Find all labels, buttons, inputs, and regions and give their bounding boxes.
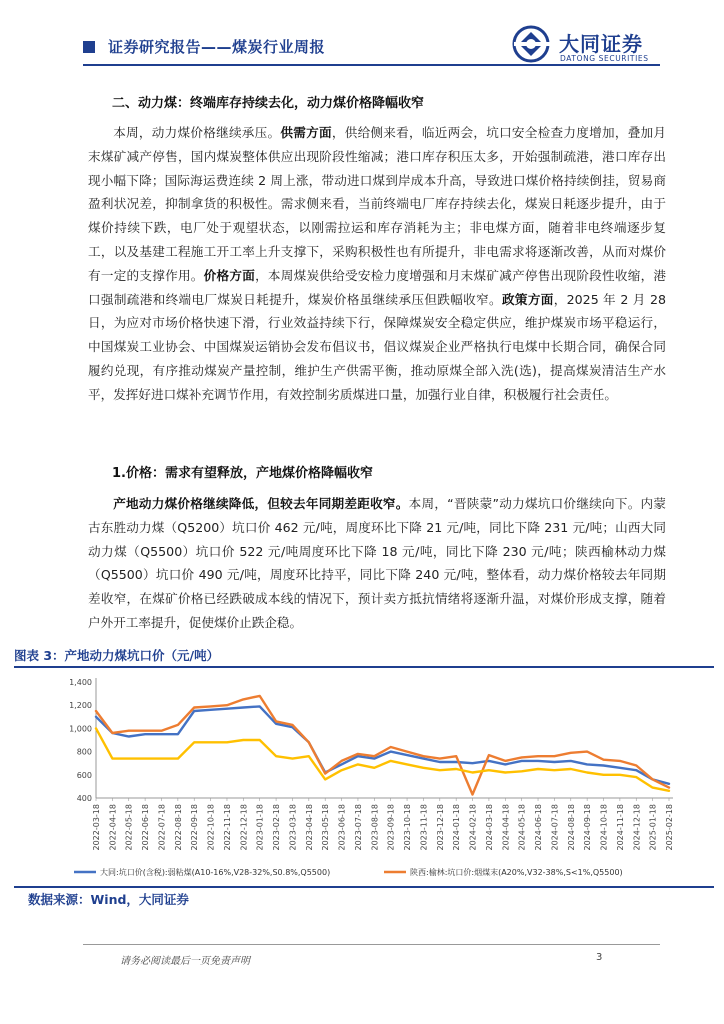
bold-keyword: 政策方面 (501, 291, 554, 307)
x-tick-label: 2023-06-18 (337, 804, 347, 851)
x-tick-label: 2023-12-18 (435, 804, 445, 851)
x-tick-label: 2022-10-18 (206, 804, 216, 851)
x-tick-label: 2023-11-18 (419, 804, 429, 851)
series-line-2 (96, 696, 669, 795)
x-tick-label: 2022-06-18 (141, 804, 151, 851)
x-tick-label: 2024-05-18 (517, 804, 527, 851)
report-header-title: 证券研究报告——煤炭行业周报 (108, 38, 326, 56)
para-text: ，本周煤炭供给受安检力度增强和月末煤矿减产停售出现阶段性收缩，港口强制疏港和终端电厂煤炭日耗提升，煤炭价格虽继续承压但跌幅收窄。 (88, 267, 667, 307)
x-tick-label: 2025-02-18 (665, 804, 674, 851)
x-tick-label: 2023-05-18 (321, 804, 331, 851)
page-number: 3 (596, 952, 603, 963)
x-tick-label: 2022-11-18 (222, 804, 232, 851)
x-tick-label: 2023-01-18 (255, 804, 265, 851)
para-text: 本周，动力煤价格继续承压。 (113, 125, 281, 140)
x-tick-label: 2022-08-18 (173, 804, 183, 851)
subsection-paragraph (88, 492, 666, 635)
figure-bottom-divider (14, 886, 714, 888)
figure-top-divider (14, 666, 714, 668)
y-tick-label: 1,400 (69, 678, 92, 687)
x-tick-label: 2022-09-18 (190, 804, 200, 851)
datong-logo-icon (511, 24, 553, 64)
para-text: 本周，“晋陕蒙”动力煤坑口价继续向下。内蒙古东胜动力煤（Q5200）坑口价 462 元/吨，周度环比下降 21 元/吨，同比下降 231 元/吨；山西大同动力煤（Q5500）坑口价 522 元/吨周度环比下降 18 元/吨，同比下降 230 元/吨；陕西榆林动力煤（Q5500）坑口价 490 元/吨，周度环比持平，同比下降 240 元/吨，整体看，动力煤价格较去年同期差收窄，在煤矿价格已经跌破成本线的情况下，预计卖方抵抗情绪将逐渐升温，对煤价形成支撑，随着户外开工率提升，促使煤价止跌企稳。 (88, 496, 666, 630)
y-tick-label: 600 (76, 770, 92, 780)
header-square-icon (83, 41, 95, 53)
data-source: 数据来源：Wind，大同证券 (28, 892, 189, 907)
y-tick-label: 400 (76, 794, 92, 803)
x-tick-label: 2022-03-18 (92, 804, 101, 851)
subsection-title: 1.价格：需求有望释放，产地煤价格降幅收窄 (112, 466, 373, 481)
section-title: 二、动力煤：终端库存持续去化，动力煤价格降幅收窄 (112, 96, 425, 111)
x-tick-label: 2023-09-18 (386, 804, 396, 851)
x-tick-label: 2023-07-18 (353, 804, 363, 851)
x-tick-label: 2022-05-18 (124, 804, 134, 851)
x-tick-label: 2025-01-18 (648, 804, 658, 851)
x-tick-label: 2022-07-18 (157, 804, 167, 851)
y-tick-label: 1,000 (69, 724, 92, 734)
figure-title: 图表 3：产地动力煤坑口价（元/吨） (14, 648, 220, 663)
x-tick-label: 2024-01-18 (452, 804, 462, 851)
x-tick-label: 2024-09-18 (583, 804, 593, 851)
disclaimer-note: 请务必阅读最后一页免责声明 (120, 956, 250, 967)
x-tick-label: 2024-08-18 (566, 804, 576, 851)
para-text: ，2025 年 2 月 28 日，为应对市场价格快速下滑，行业效益持续下行，保障煤炭安全稳定供应，维护煤炭市场平稳运行，中国煤炭工业协会、中国煤炭运销协会发布倡议书，倡议煤炭企业严格执行电煤中长期合同，确保合同履约兑现，有序推动煤炭产量控制，维护生产供需平衡，推动原煤全部入洗(选)，提高煤炭清洁生产水平，发挥好进口煤补充调节作用，有效控制劣质煤进口量，加强行业自律，积极履行社会责任。 (88, 291, 666, 402)
footer-divider (83, 944, 660, 945)
logo-english-name: DATONG SECURITIES (560, 54, 649, 63)
x-tick-label: 2024-07-18 (550, 804, 560, 851)
x-tick-label: 2024-04-18 (501, 804, 511, 851)
x-tick-label: 2023-08-18 (370, 804, 380, 851)
y-tick-label: 1,200 (69, 701, 92, 711)
x-tick-label: 2024-03-18 (484, 804, 494, 851)
x-tick-label: 2024-02-18 (468, 804, 478, 851)
line-chart (14, 670, 714, 888)
x-tick-label: 2023-10-18 (403, 804, 413, 851)
x-tick-label: 2023-03-18 (288, 804, 298, 851)
legend-label-1: 大同:坑口价(含税):弱粘煤(A10-16%,V28-32%,S0.8%,Q5500) (100, 868, 331, 877)
datong-logo (511, 24, 661, 64)
bold-keyword: 价格方面 (203, 267, 256, 283)
bold-lead-sentence: 产地动力煤价格继续降低，但较去年同期差距收窄。 (113, 496, 409, 511)
x-tick-label: 2022-12-18 (239, 804, 249, 851)
logo-chinese-name: 大同证券 (559, 32, 643, 56)
x-tick-label: 2023-04-18 (304, 804, 314, 851)
header-divider (83, 64, 660, 66)
x-tick-label: 2024-10-18 (599, 804, 609, 851)
para-text: ，供给侧来看，临近两会，坑口安全检查力度增加，叠加月末煤矿减产停售，国内煤炭整体供应出现阶段性缩减；港口库存积压太多，开始强制疏港，港口库存出现小幅下降；国际海运费连续 2 周上涨，带动进口煤到岸成本升高，导致进口煤价格持续倒挂，贸易商盈利状况差，抑制拿货的积极性。需求侧来看，当前终端电厂库存持续去化，煤炭日耗逐步提升，由于煤价持续下跌，电厂处于观望状态，以刚需拉运和库存消耗为主；非电煤方面，随着非电终端逐步复工，以及基建工程施工开工率上升支撑下，采购积极性也有所提升，非电需求将逐渐改善，从而对煤价有一定的支撑作用。 (88, 125, 667, 283)
x-tick-label: 2024-12-18 (632, 804, 642, 851)
y-tick-label: 800 (76, 747, 92, 757)
x-tick-label: 2024-06-18 (534, 804, 544, 851)
section-paragraph (88, 121, 666, 407)
x-tick-label: 2022-04-18 (108, 804, 118, 851)
series-line-3 (96, 728, 669, 790)
x-tick-label: 2024-11-18 (615, 804, 625, 851)
page-header (0, 0, 724, 80)
legend-label-2: 陕西:榆林:坑口价:烟煤末(A20%,V32-38%,S<1%,Q5500) (410, 868, 623, 877)
x-tick-label: 2023-02-18 (272, 804, 282, 851)
bold-keyword: 供需方面 (280, 125, 332, 140)
